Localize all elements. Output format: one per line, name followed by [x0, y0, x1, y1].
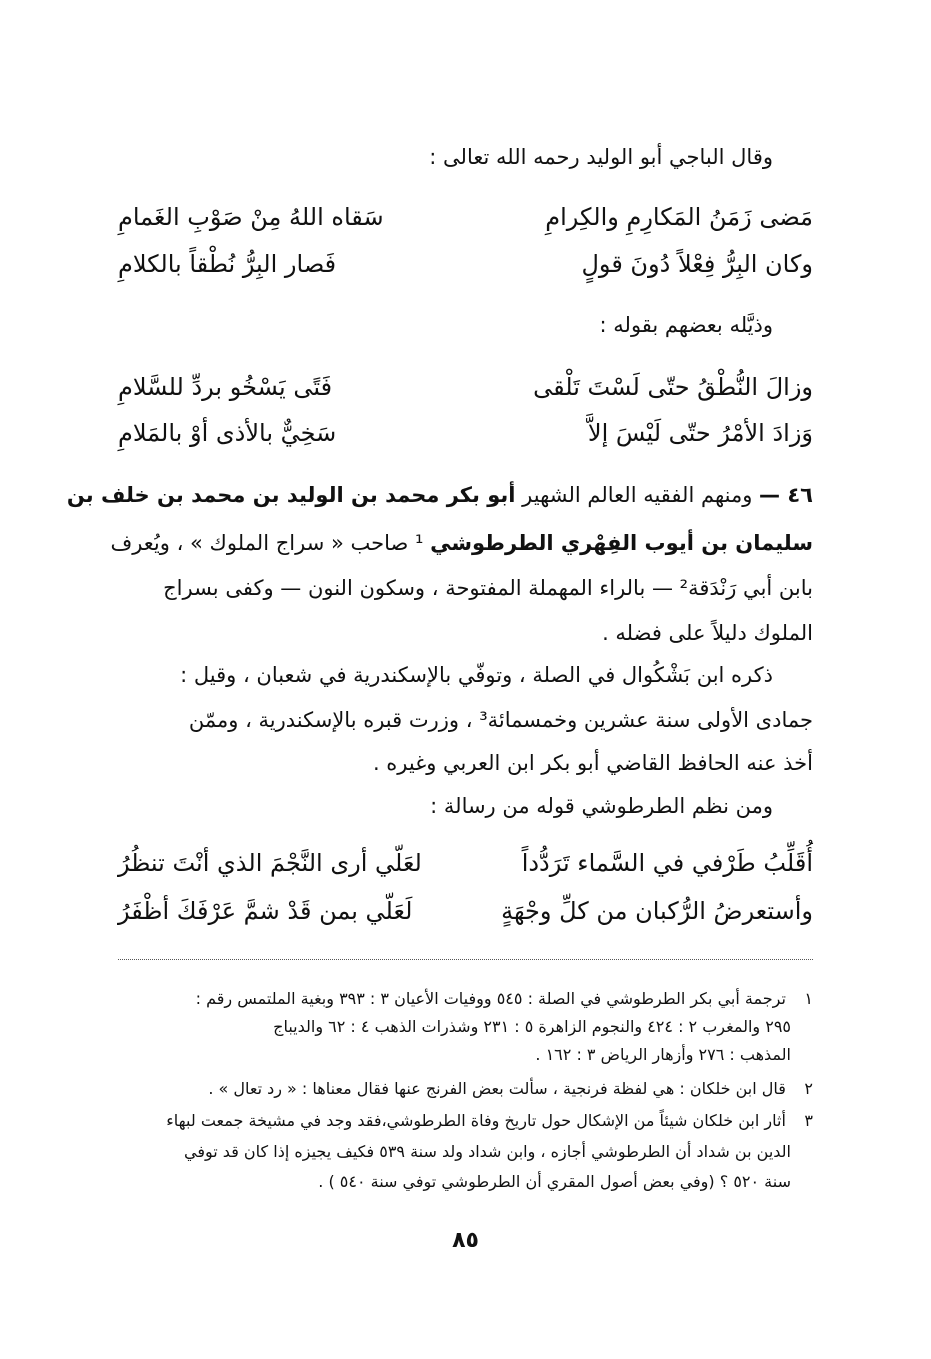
hemistich: سَقاه اللهُ مِنْ صَوْبِ الغَمامِ	[118, 203, 384, 231]
bio-text: ومنهم الفقيه العالم الشهير	[522, 483, 753, 507]
hemistich: مَضى زَمَنُ المَكارِمِ والكِرامِ	[545, 203, 813, 231]
footnote-text: أثار ابن خلكان شيئاً من الإشكال حول تاريخ وفاة الطرطوشي،فقد وجد في مشيخة جمعت لبهاء	[166, 1111, 786, 1130]
hemistich: وزالَ النُّطْقُ حتّى لَسْتَ تَلْقى	[533, 373, 813, 401]
bio-name: سليمان بن أيوب الفِهْري الطرطوشي	[430, 531, 813, 555]
bio-line-1	[66, 480, 813, 510]
footnote-1-line-3: المذهب : ٢٧٦ وأزهار الرياض ٣ : ١٦٢ .	[535, 1045, 791, 1064]
hemistich: وكان البِرُّ فِعْلاً دُونَ قولٍ	[581, 250, 813, 278]
entry-number: ٤٦ —	[759, 483, 813, 507]
bio-line-2	[110, 528, 813, 558]
footnote-2	[118, 1075, 813, 1102]
bio-line-3: بابن أبي رَنْدَقة² — بالراء المهملة المفتوحة ، وسكون النون — وكفى بسراج	[163, 576, 813, 600]
poem2-verse-2	[118, 415, 813, 451]
poem3-verse-2	[118, 893, 813, 929]
hemistich: لعَلّي أرى النَّجْمَ الذي أنْتَ تنظُرُ	[118, 849, 422, 877]
hemistich: وَزادَ الأمْرُ حتّى لَيْسَ إلاَّ	[587, 419, 813, 447]
footnote-number: ٣	[804, 1111, 813, 1130]
hemistich: أُقَلِّبُ طَرْفي في السَّماء تَرَدُّداً	[521, 849, 813, 877]
hemistich: وأستعرضُ الرُّكبان من كلِّ وجْهَةٍ	[501, 897, 813, 925]
hemistich: سَخِيٌّ بالأذى أوْ بالمَلامِ	[118, 419, 337, 447]
bio-line-7: أخذ عنه الحافظ القاضي أبو بكر ابن العربي وغيره .	[372, 751, 813, 775]
bio-line-4: الملوك دليلاً على فضله .	[602, 621, 813, 645]
intro-line: وقال الباجي أبو الوليد رحمه الله تعالى :	[429, 145, 773, 169]
poem1-verse-1	[118, 199, 813, 235]
footnote-text: قال ابن خلكان : هي لفظة فرنجية ، سألت بعض الفرنج عنها فقال معناها : « رد تعال » .	[208, 1079, 786, 1098]
footnote-1-line-1	[118, 985, 813, 1012]
poem3-verse-1	[118, 845, 813, 881]
bio-text: ¹ صاحب « سراج الملوك » ، ويُعرف	[110, 531, 424, 555]
footnote-3-line-2: الدين بن شداد أن الطرطوشي أجازه ، وابن شداد ولد سنة ٥٣٩ فكيف يجيزه إذا كان قد توفي	[184, 1142, 791, 1161]
page-number: ٨٥	[452, 1228, 479, 1253]
poem2-verse-1	[118, 369, 813, 405]
footnote-1-line-2: ٢٩٥ والمغرب ٢ : ٤٢٤ والنجوم الزاهرة ٥ : ٢٣١ وشذرات الذهب ٤ : ٦٢ والديباج	[273, 1017, 791, 1036]
hemistich: لَعَلّي بمن قَدْ شمَّ عَرْفَكَ أظْفَرُ	[118, 897, 413, 925]
bio-line-8: ومن نظم الطرطوشي قوله من رسالة :	[430, 794, 773, 818]
bio-line-6: جمادى الأولى سنة عشرين وخمسمائة³ ، وزرت قبره بالإسكندرية ، وممّن	[188, 708, 813, 732]
hemistich: فَتًى يَسْخُو بردِّ للسَّلامِ	[118, 373, 333, 401]
footnote-3-line-1	[118, 1107, 813, 1134]
footnote-3-line-3: سنة ٥٢٠ ؟ (وفي بعض أصول المقري أن الطرطوشي توفي سنة ٥٤٠ ) .	[318, 1172, 791, 1191]
footnote-number: ١	[804, 989, 813, 1008]
bio-name: أبو بكر محمد بن الوليد بن محمد بن خلف بن	[66, 483, 516, 507]
footnote-separator	[118, 959, 813, 960]
bio-line-5: ذكره ابن بَشْكُوال في الصلة ، وتوفّي بالإسكندرية في شعبان ، وقيل :	[180, 663, 773, 687]
footnote-text: ترجمة أبي بكر الطرطوشي في الصلة : ٥٤٥ ووفيات الأعيان ٣ : ٣٩٣ وبغية الملتمس رقم :	[195, 989, 786, 1008]
hemistich: فَصار البِرُّ نُطْقاً بالكلامِ	[118, 250, 337, 278]
poem1-verse-2	[118, 246, 813, 282]
intro2-line: وذيَّله بعضهم بقوله :	[599, 313, 773, 337]
footnote-number: ٢	[804, 1079, 813, 1098]
